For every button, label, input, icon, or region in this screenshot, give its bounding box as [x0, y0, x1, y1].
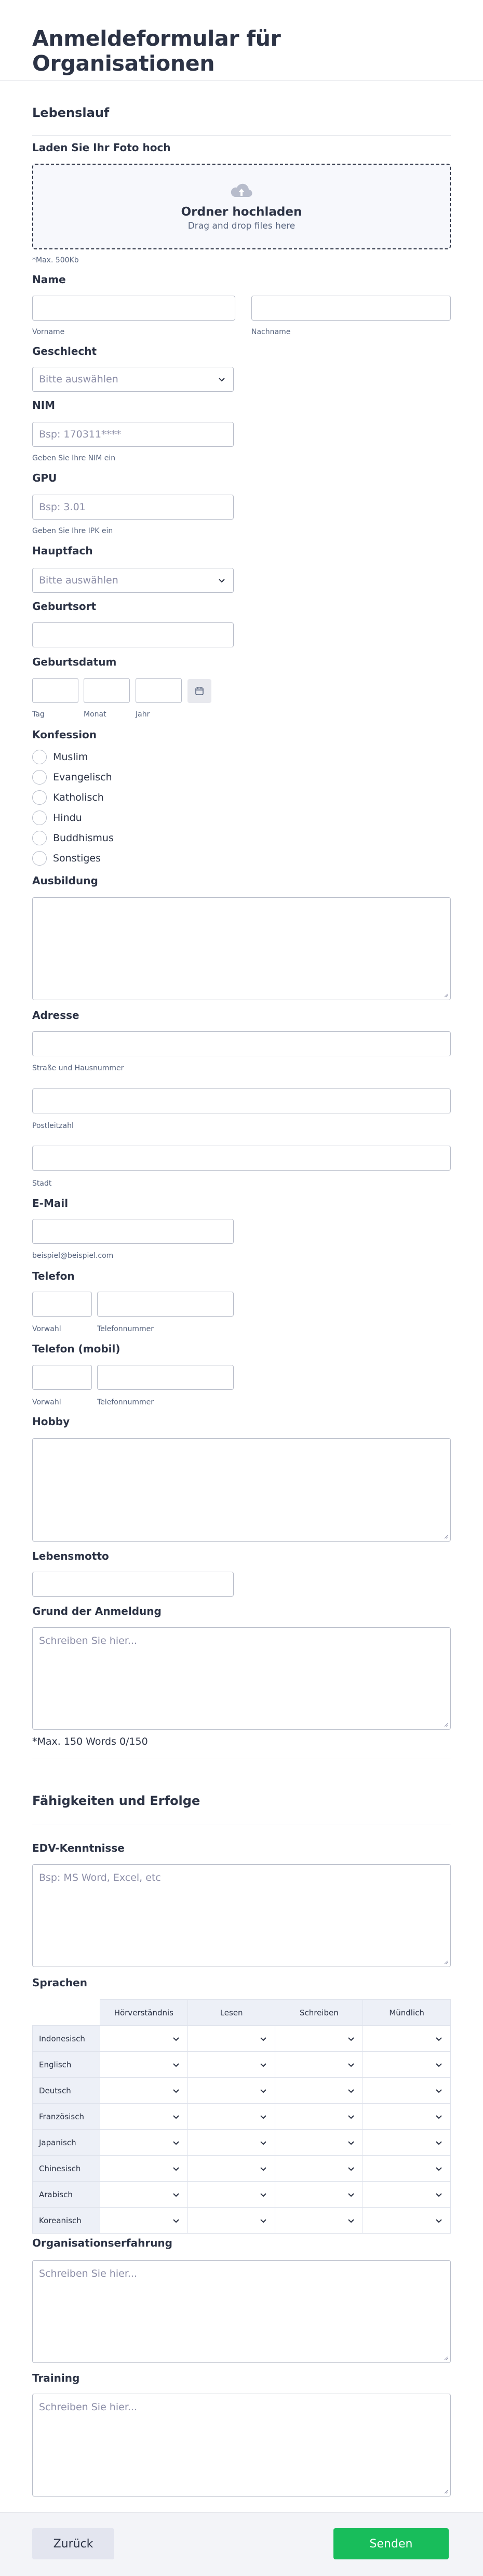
radio-button[interactable] [32, 790, 47, 805]
upload-title: Ordner hochladen [181, 205, 302, 219]
radio-option[interactable] [32, 811, 82, 825]
matrix-dropdown[interactable] [100, 2052, 187, 2078]
edv-placeholder: Bsp: MS Word, Excel, etc [39, 1872, 161, 1883]
street-input[interactable] [32, 1031, 451, 1056]
section-title: Lebenslauf [32, 81, 451, 136]
radio-option-label: Muslim [53, 751, 88, 763]
chevron-down-icon [435, 2113, 443, 2121]
birthplace-input[interactable] [32, 622, 234, 647]
mobile-label: Telefon (mobil) [32, 1343, 120, 1355]
gpu-placeholder: Bsp: 3.01 [39, 501, 86, 513]
zip-input[interactable] [32, 1088, 451, 1113]
matrix-dropdown[interactable] [363, 2078, 451, 2104]
radio-button[interactable] [32, 851, 47, 866]
cloud-upload-icon [229, 182, 254, 201]
section-title: Fähigkeiten und Erfolge [32, 1794, 200, 1808]
table-row [33, 2156, 451, 2182]
major-select-value: Bitte auswählen [39, 575, 118, 586]
org-experience-label: Organisationserfahrung [32, 2237, 172, 2249]
first-name-sublabel: Vorname [32, 328, 65, 336]
page-title: Anmeldeformular für Organisationen [32, 26, 281, 76]
edv-textarea[interactable] [32, 1864, 451, 1967]
matrix-dropdown[interactable] [275, 2208, 363, 2234]
matrix-dropdown[interactable] [363, 2156, 451, 2182]
matrix-dropdown[interactable] [363, 2104, 451, 2130]
address-label: Adresse [32, 1009, 79, 1021]
chevron-down-icon [435, 2087, 443, 2095]
languages-matrix [32, 1999, 451, 2234]
phone-label: Telefon [32, 1270, 75, 1282]
calendar-icon [195, 686, 204, 696]
table-row [33, 2052, 451, 2078]
last-name-sublabel: Nachname [251, 328, 291, 336]
mobile-prefix-input[interactable] [32, 1365, 92, 1390]
table-row [33, 2130, 451, 2156]
chevron-down-icon [347, 2190, 355, 2199]
chevron-down-icon [218, 375, 226, 383]
radio-button[interactable] [32, 750, 47, 764]
photo-label: Laden Sie Ihr Foto hoch [32, 141, 171, 154]
gender-select[interactable] [32, 367, 234, 392]
matrix-dropdown[interactable] [100, 2026, 187, 2052]
upload-max-note: *Max. 500Kb [32, 256, 79, 264]
matrix-dropdown[interactable] [187, 2130, 275, 2156]
phone-number-sublabel: Telefonnummer [97, 1325, 154, 1333]
chevron-down-icon [172, 2139, 180, 2147]
matrix-dropdown[interactable] [100, 2104, 187, 2130]
phone-number-input[interactable] [97, 1292, 234, 1317]
matrix-dropdown[interactable] [100, 2182, 187, 2208]
matrix-dropdown[interactable] [187, 2156, 275, 2182]
chevron-down-icon [259, 2165, 267, 2173]
city-input[interactable] [32, 1146, 451, 1171]
email-input[interactable] [32, 1219, 234, 1244]
matrix-row-label: Chinesisch [33, 2156, 100, 2182]
resize-handle-icon[interactable] [443, 1534, 448, 1539]
chevron-down-icon [347, 2165, 355, 2173]
matrix-dropdown[interactable] [363, 2130, 451, 2156]
table-row [33, 2104, 451, 2130]
back-button[interactable]: Zurück [32, 2528, 114, 2559]
chevron-down-icon [259, 2139, 267, 2147]
matrix-row-label: Arabisch [33, 2182, 100, 2208]
matrix-column-header: Hörverständnis [100, 2000, 187, 2026]
form-footer [0, 2512, 483, 2576]
table-row [33, 2208, 451, 2234]
birth-year-sublabel: Jahr [136, 710, 150, 719]
chevron-down-icon [435, 2035, 443, 2043]
chevron-down-icon [435, 2139, 443, 2147]
radio-option[interactable] [32, 790, 104, 805]
chevron-down-icon [259, 2061, 267, 2069]
word-count-note: *Max. 150 Words 0/150 [32, 1736, 148, 1747]
birth-day-sublabel: Tag [32, 710, 45, 719]
matrix-dropdown[interactable] [363, 2052, 451, 2078]
chevron-down-icon [259, 2216, 267, 2225]
matrix-dropdown[interactable] [100, 2208, 187, 2234]
zip-sublabel: Postleitzahl [32, 1122, 74, 1130]
matrix-column-header: Lesen [187, 2000, 275, 2026]
matrix-dropdown[interactable] [187, 2182, 275, 2208]
birthdate-label: Geburtsdatum [32, 656, 117, 668]
matrix-dropdown[interactable] [275, 2026, 363, 2052]
phone-prefix-sublabel: Vorwahl [32, 1325, 61, 1333]
matrix-dropdown[interactable] [363, 2208, 451, 2234]
radio-option-label: Sonstiges [53, 853, 101, 864]
radio-button[interactable] [32, 811, 47, 825]
gender-label: Geschlecht [32, 345, 97, 357]
chevron-down-icon [347, 2216, 355, 2225]
training-label: Training [32, 2372, 80, 2384]
radio-option[interactable] [32, 851, 101, 866]
gpu-hint: Geben Sie Ihre IPK ein [32, 527, 113, 535]
table-row [33, 2026, 451, 2052]
chevron-down-icon [347, 2061, 355, 2069]
resize-handle-icon[interactable] [443, 1959, 448, 1964]
chevron-down-icon [435, 2061, 443, 2069]
birthplace-label: Geburtsort [32, 600, 97, 613]
matrix-dropdown[interactable] [100, 2130, 187, 2156]
gender-select-value: Bitte auswählen [39, 374, 118, 385]
matrix-dropdown[interactable] [275, 2182, 363, 2208]
chevron-down-icon [259, 2035, 267, 2043]
chevron-down-icon [172, 2061, 180, 2069]
chevron-down-icon [172, 2216, 180, 2225]
city-sublabel: Stadt [32, 1179, 52, 1188]
chevron-down-icon [435, 2216, 443, 2225]
matrix-dropdown[interactable] [275, 2052, 363, 2078]
matrix-dropdown[interactable] [275, 2130, 363, 2156]
street-sublabel: Straße und Hausnummer [32, 1064, 124, 1072]
resize-handle-icon[interactable] [443, 1722, 448, 1727]
training-textarea[interactable] [32, 2394, 451, 2497]
chevron-down-icon [172, 2035, 180, 2043]
table-row [33, 2078, 451, 2104]
matrix-column-header: Mündlich [363, 2000, 451, 2026]
radio-option[interactable] [32, 770, 112, 785]
radio-option-label: Hindu [53, 812, 82, 824]
table-row [33, 2182, 451, 2208]
chevron-down-icon [259, 2087, 267, 2095]
chevron-down-icon [172, 2165, 180, 2173]
radio-option-label: Katholisch [53, 792, 104, 803]
education-textarea[interactable] [32, 897, 451, 1000]
org-experience-textarea[interactable] [32, 2260, 451, 2363]
radio-option[interactable] [32, 750, 88, 764]
matrix-dropdown[interactable] [275, 2156, 363, 2182]
upload-subtitle: Drag and drop files here [187, 220, 296, 231]
phone-prefix-input[interactable] [32, 1292, 92, 1317]
name-label: Name [32, 273, 66, 286]
matrix-dropdown[interactable] [275, 2078, 363, 2104]
matrix-dropdown[interactable] [363, 2182, 451, 2208]
radio-button[interactable] [32, 831, 47, 845]
hobby-textarea[interactable] [32, 1438, 451, 1542]
form-header [0, 0, 483, 81]
chevron-down-icon [347, 2139, 355, 2147]
radio-option-label: Buddhismus [53, 832, 114, 844]
major-label: Hauptfach [32, 545, 93, 557]
matrix-dropdown[interactable] [275, 2104, 363, 2130]
matrix-dropdown[interactable] [100, 2078, 187, 2104]
chevron-down-icon [259, 2113, 267, 2121]
mobile-number-sublabel: Telefonnummer [97, 1398, 154, 1406]
languages-label: Sprachen [32, 1976, 87, 1989]
matrix-dropdown[interactable] [187, 2026, 275, 2052]
matrix-row-label: Englisch [33, 2052, 100, 2078]
email-hint: beispiel@beispiel.com [32, 1252, 114, 1260]
matrix-dropdown[interactable] [187, 2078, 275, 2104]
matrix-corner [33, 2000, 100, 2026]
gpu-input[interactable] [32, 495, 234, 520]
education-label: Ausbildung [32, 874, 98, 887]
radio-button[interactable] [32, 770, 47, 785]
birth-month-sublabel: Monat [84, 710, 106, 719]
chevron-down-icon [347, 2035, 355, 2043]
radio-option-label: Evangelisch [53, 772, 112, 783]
nim-input[interactable] [32, 422, 234, 447]
training-placeholder: Schreiben Sie hier... [39, 2401, 138, 2413]
matrix-dropdown[interactable] [100, 2156, 187, 2182]
mobile-prefix-sublabel: Vorwahl [32, 1398, 61, 1406]
first-name-input[interactable] [32, 296, 235, 321]
matrix-row-label: Französisch [33, 2104, 100, 2130]
section-header-lebenslauf [32, 81, 451, 136]
submit-button[interactable]: Senden [333, 2528, 449, 2559]
chevron-down-icon [347, 2087, 355, 2095]
birth-year-input[interactable] [136, 678, 182, 703]
chevron-down-icon [172, 2113, 180, 2121]
reason-label: Grund der Anmeldung [32, 1605, 162, 1617]
gpu-label: GPU [32, 472, 57, 484]
chevron-down-icon [172, 2190, 180, 2199]
nim-placeholder: Bsp: 170311**** [39, 429, 121, 440]
chevron-down-icon [259, 2190, 267, 2199]
radio-option[interactable] [32, 831, 114, 845]
email-label: E-Mail [32, 1197, 69, 1210]
resize-handle-icon[interactable] [443, 2489, 448, 2494]
chevron-down-icon [435, 2190, 443, 2199]
matrix-row-label: Japanisch [33, 2130, 100, 2156]
file-upload-dropzone[interactable] [32, 164, 451, 249]
date-picker-button[interactable] [187, 679, 211, 703]
matrix-column-header: Schreiben [275, 2000, 363, 2026]
matrix-row-label: Deutsch [33, 2078, 100, 2104]
motto-label: Lebensmotto [32, 1550, 109, 1562]
nim-hint: Geben Sie Ihre NIM ein [32, 454, 116, 462]
hobby-label: Hobby [32, 1415, 70, 1428]
resize-handle-icon[interactable] [443, 2355, 448, 2360]
mobile-number-input[interactable] [97, 1365, 234, 1390]
edv-label: EDV-Kenntnisse [32, 1842, 125, 1854]
chevron-down-icon [172, 2087, 180, 2095]
resize-handle-icon[interactable] [443, 992, 448, 998]
nim-label: NIM [32, 399, 56, 411]
chevron-down-icon [435, 2165, 443, 2173]
motto-input[interactable] [32, 1572, 234, 1597]
matrix-dropdown[interactable] [187, 2208, 275, 2234]
religion-label: Konfession [32, 728, 97, 741]
matrix-dropdown[interactable] [363, 2026, 451, 2052]
matrix-row-label: Koreanisch [33, 2208, 100, 2234]
chevron-down-icon [218, 576, 226, 585]
last-name-input[interactable] [251, 296, 451, 321]
chevron-down-icon [347, 2113, 355, 2121]
birth-month-input[interactable] [84, 678, 130, 703]
matrix-dropdown[interactable] [187, 2052, 275, 2078]
matrix-row-label: Indonesisch [33, 2026, 100, 2052]
birth-day-input[interactable] [32, 678, 78, 703]
reason-textarea[interactable] [32, 1627, 451, 1730]
org-experience-placeholder: Schreiben Sie hier... [39, 2268, 138, 2279]
matrix-dropdown[interactable] [187, 2104, 275, 2130]
major-select[interactable] [32, 568, 234, 593]
reason-placeholder: Schreiben Sie hier... [39, 1635, 138, 1646]
